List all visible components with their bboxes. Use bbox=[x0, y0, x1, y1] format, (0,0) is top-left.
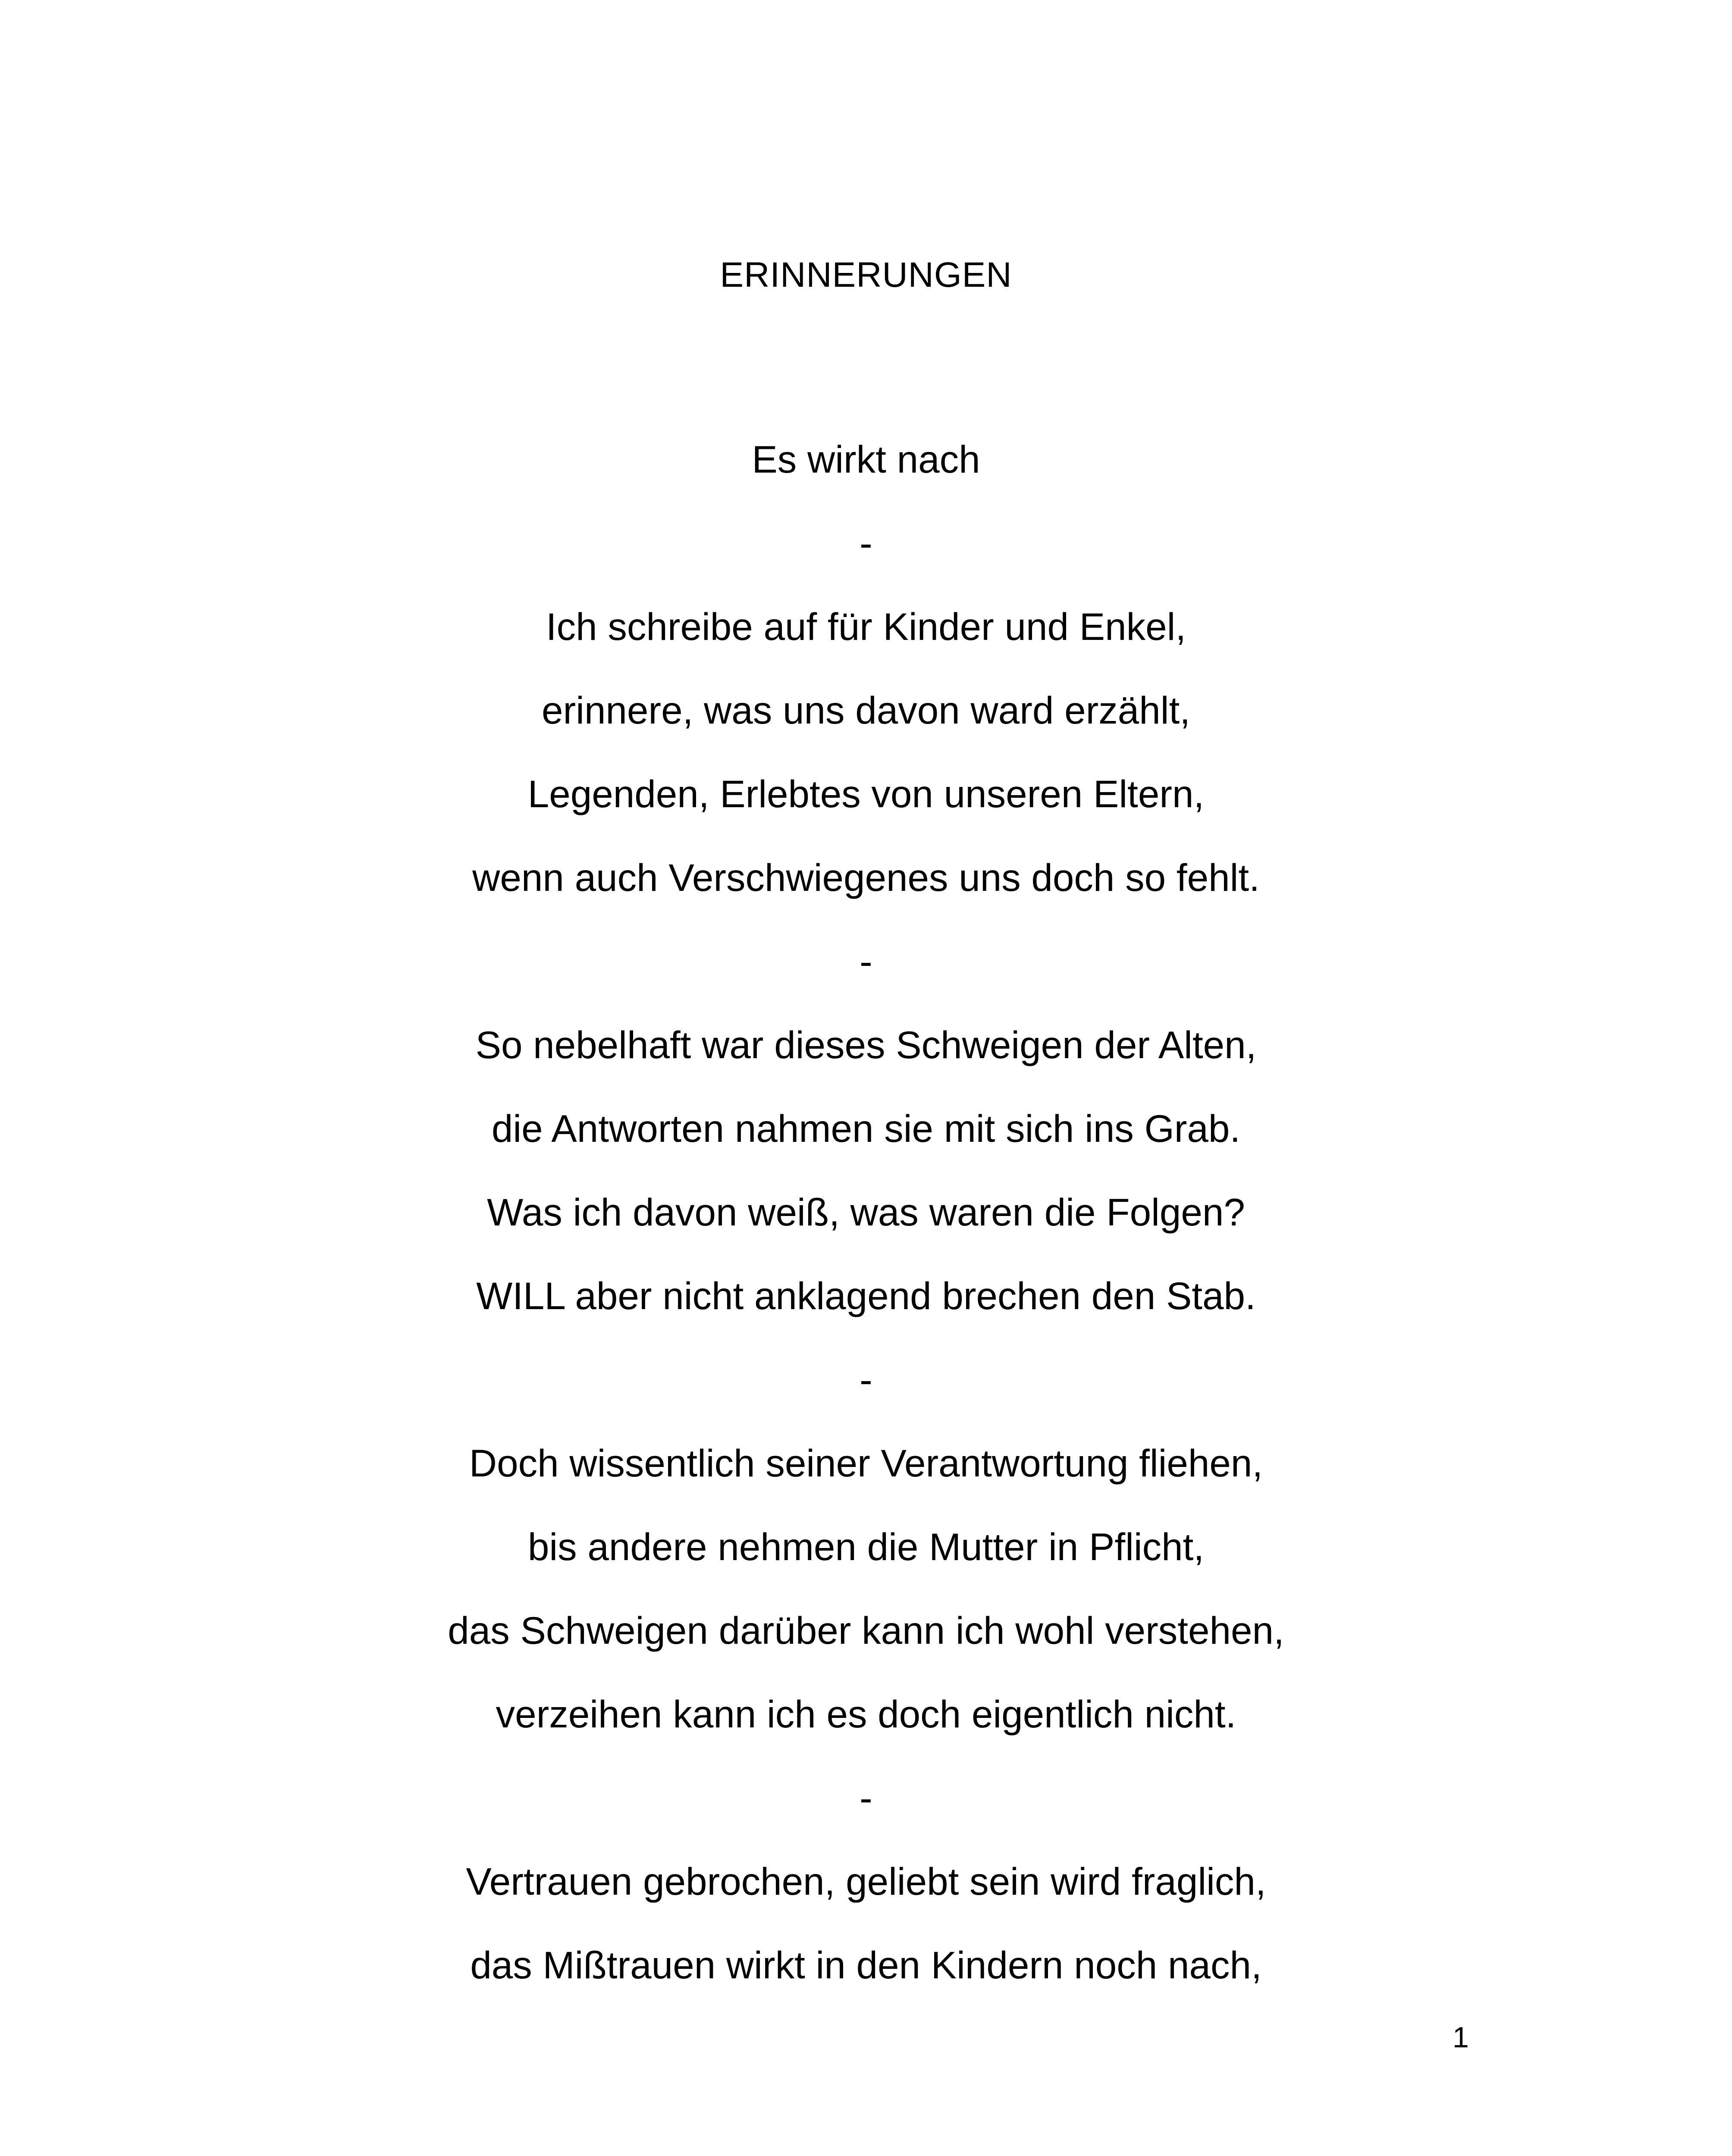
stanza-separator: - bbox=[860, 1776, 872, 1819]
poem-line: Doch wissentlich seiner Verantwortung fliehen, bbox=[469, 1442, 1263, 1485]
stanza-separator: - bbox=[860, 521, 872, 564]
poem bbox=[0, 417, 1732, 2007]
poem-line: Vertrauen gebrochen, geliebt sein wird fraglich, bbox=[466, 1860, 1266, 1903]
stanza-separator: - bbox=[860, 940, 872, 983]
poem-line: wenn auch Verschwiegenes uns doch so fehlt. bbox=[472, 856, 1260, 899]
poem-line: bis andere nehmen die Mutter in Pflicht, bbox=[527, 1525, 1205, 1568]
poem-line: verzeihen kann ich es doch eigentlich nicht. bbox=[496, 1692, 1236, 1736]
poem-line: das Mißtrauen wirkt in den Kindern noch nach, bbox=[470, 1943, 1262, 1987]
poem-subtitle: Es wirkt nach bbox=[752, 438, 980, 481]
page-title: ERINNERUNGEN bbox=[720, 255, 1012, 295]
page-number: 1 bbox=[1453, 2021, 1469, 2054]
poem-line: Was ich davon weiß, was waren die Folgen? bbox=[487, 1191, 1245, 1234]
poem-line: erinnere, was uns davon ward erzählt, bbox=[542, 689, 1190, 732]
poem-line: So nebelhaft war dieses Schweigen der Alten, bbox=[475, 1023, 1257, 1066]
poem-line: Ich schreibe auf für Kinder und Enkel, bbox=[546, 605, 1186, 648]
poem-line: Legenden, Erlebtes von unseren Eltern, bbox=[527, 772, 1205, 815]
poem-line: das Schweigen darüber kann ich wohl verstehen, bbox=[448, 1609, 1284, 1652]
poem-line: die Antworten nahmen sie mit sich ins Grab. bbox=[491, 1107, 1241, 1150]
poem-line: WILL aber nicht anklagend brechen den Stab. bbox=[476, 1274, 1256, 1317]
stanza-separator: - bbox=[860, 1358, 872, 1401]
